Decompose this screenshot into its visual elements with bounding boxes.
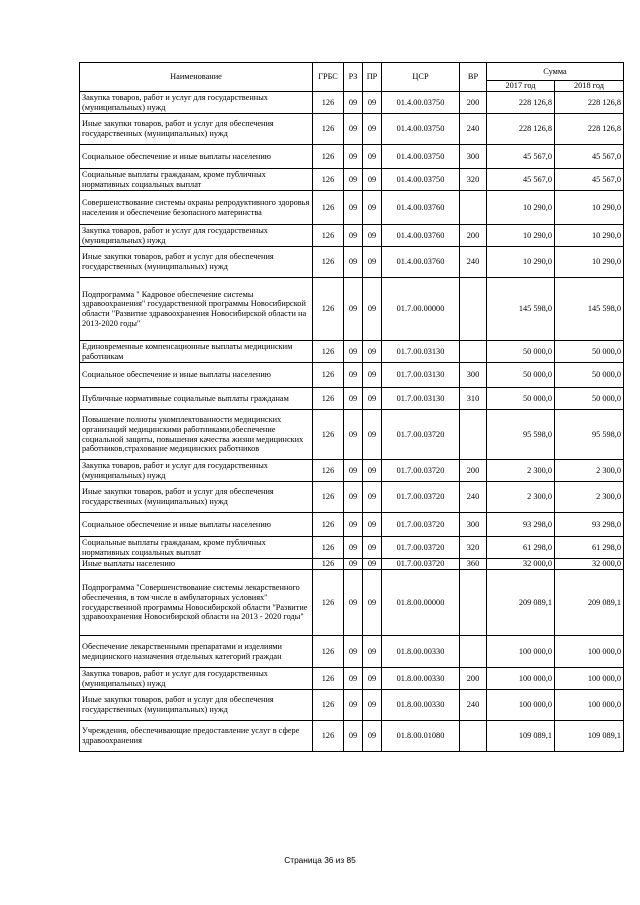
cell-2017: 100 000,0 (487, 636, 555, 668)
cell-2018: 100 000,0 (555, 636, 624, 668)
cell-name: Социальное обеспечение и иные выплаты населению (80, 145, 313, 169)
cell-pr: 09 (363, 690, 382, 721)
cell-grbs: 126 (313, 460, 344, 482)
cell-rz: 09 (344, 513, 363, 537)
cell-grbs: 126 (313, 191, 344, 225)
cell-grbs: 126 (313, 247, 344, 278)
cell-pr: 09 (363, 636, 382, 668)
cell-pr: 09 (363, 169, 382, 191)
cell-pr: 09 (363, 225, 382, 247)
cell-name: Иные закупки товаров, работ и услуг для обеспечения государственных (муниципальных) нужд (80, 482, 313, 513)
cell-pr: 09 (363, 145, 382, 169)
cell-vr: 240 (460, 114, 487, 145)
cell-csr: 01.4.00.03760 (382, 191, 460, 225)
cell-rz: 09 (344, 537, 363, 559)
cell-pr: 09 (363, 388, 382, 410)
cell-2018: 10 290,0 (555, 191, 624, 225)
header-vr: ВР (460, 63, 487, 92)
cell-rz: 09 (344, 668, 363, 690)
table-row (80, 278, 624, 341)
table-row (80, 690, 624, 721)
cell-2017: 100 000,0 (487, 690, 555, 721)
cell-vr: 200 (460, 460, 487, 482)
cell-2017: 32 000,0 (487, 559, 555, 570)
cell-grbs: 126 (313, 363, 344, 388)
cell-csr: 01.4.00.03750 (382, 114, 460, 145)
cell-csr: 01.4.00.03750 (382, 169, 460, 191)
table-row (80, 537, 624, 559)
cell-vr (460, 570, 487, 636)
cell-vr (460, 341, 487, 363)
cell-name: Социальные выплаты гражданам, кроме публичных нормативных социальных выплат (80, 537, 313, 559)
cell-pr: 09 (363, 570, 382, 636)
cell-pr: 09 (363, 341, 382, 363)
table-row (80, 114, 624, 145)
cell-vr (460, 721, 487, 752)
cell-name: Совершенствование системы охраны репродуктивного здоровья населения и обеспечение безопасного материнства (80, 191, 313, 225)
cell-2018: 209 089,1 (555, 570, 624, 636)
cell-name: Обеспечение лекарственными препаратами и изделиями медицинского назначения отдельных категорий граждан (80, 636, 313, 668)
header-rz: РЗ (344, 63, 363, 92)
cell-pr: 09 (363, 460, 382, 482)
cell-csr: 01.7.00.03720 (382, 559, 460, 570)
cell-vr: 300 (460, 513, 487, 537)
cell-rz: 09 (344, 145, 363, 169)
cell-csr: 01.7.00.03720 (382, 513, 460, 537)
cell-2018: 50 000,0 (555, 363, 624, 388)
table-row (80, 169, 624, 191)
cell-vr: 320 (460, 537, 487, 559)
cell-grbs: 126 (313, 721, 344, 752)
cell-2018: 61 298,0 (555, 537, 624, 559)
cell-rz: 09 (344, 191, 363, 225)
cell-2017: 209 089,1 (487, 570, 555, 636)
cell-vr: 200 (460, 668, 487, 690)
cell-pr: 09 (363, 537, 382, 559)
cell-vr: 200 (460, 225, 487, 247)
cell-rz: 09 (344, 247, 363, 278)
cell-vr: 240 (460, 247, 487, 278)
cell-2017: 50 000,0 (487, 341, 555, 363)
cell-csr: 01.7.00.03720 (382, 482, 460, 513)
cell-2017: 95 598,0 (487, 410, 555, 460)
cell-name: Иные закупки товаров, работ и услуг для обеспечения государственных (муниципальных) нужд (80, 247, 313, 278)
cell-2018: 145 598,0 (555, 278, 624, 341)
cell-2017: 10 290,0 (487, 191, 555, 225)
cell-name: Закупка товаров, работ и услуг для государственных (муниципальных) нужд (80, 460, 313, 482)
cell-pr: 09 (363, 114, 382, 145)
cell-vr (460, 191, 487, 225)
cell-2018: 228 126,8 (555, 114, 624, 145)
table-row (80, 145, 624, 169)
cell-grbs: 126 (313, 145, 344, 169)
budget-table (79, 62, 624, 752)
cell-grbs: 126 (313, 690, 344, 721)
table-row (80, 721, 624, 752)
cell-name: Социальное обеспечение и иные выплаты населению (80, 513, 313, 537)
cell-pr: 09 (363, 668, 382, 690)
cell-2018: 100 000,0 (555, 690, 624, 721)
table-row (80, 388, 624, 410)
cell-csr: 01.8.00.00000 (382, 570, 460, 636)
cell-pr: 09 (363, 482, 382, 513)
cell-2018: 45 567,0 (555, 145, 624, 169)
cell-name: Иные закупки товаров, работ и услуг для обеспечения государственных (муниципальных) нужд (80, 114, 313, 145)
cell-2018: 10 290,0 (555, 247, 624, 278)
table-row (80, 341, 624, 363)
header-year-2017: 2017 год (487, 81, 555, 92)
cell-2018: 50 000,0 (555, 341, 624, 363)
cell-2017: 100 000,0 (487, 668, 555, 690)
cell-csr: 01.7.00.03130 (382, 341, 460, 363)
table-row (80, 247, 624, 278)
table-header (80, 63, 624, 92)
page-number: Страница 36 из 85 (284, 855, 356, 865)
cell-pr: 09 (363, 247, 382, 278)
cell-vr: 300 (460, 145, 487, 169)
cell-rz: 09 (344, 570, 363, 636)
cell-2018: 45 567,0 (555, 169, 624, 191)
cell-grbs: 126 (313, 92, 344, 114)
cell-name: Публичные нормативные социальные выплаты гражданам (80, 388, 313, 410)
cell-name: Повышение полноты укомплектованности медицинских организаций медицинскими работниками,обеспечение социальной защиты, повышения качества жизни медицинских работников,страхование медицинских работников (80, 410, 313, 460)
cell-csr: 01.8.00.00330 (382, 636, 460, 668)
cell-2017: 45 567,0 (487, 169, 555, 191)
cell-pr: 09 (363, 363, 382, 388)
table-row (80, 410, 624, 460)
cell-grbs: 126 (313, 668, 344, 690)
cell-name: Иные закупки товаров, работ и услуг для обеспечения государственных (муниципальных) нужд (80, 690, 313, 721)
cell-grbs: 126 (313, 114, 344, 145)
cell-vr: 320 (460, 169, 487, 191)
cell-rz: 09 (344, 559, 363, 570)
cell-2017: 50 000,0 (487, 388, 555, 410)
cell-rz: 09 (344, 114, 363, 145)
cell-grbs: 126 (313, 278, 344, 341)
cell-vr: 360 (460, 559, 487, 570)
cell-grbs: 126 (313, 169, 344, 191)
table-row (80, 363, 624, 388)
cell-2018: 100 000,0 (555, 668, 624, 690)
header-name: Наименование (80, 63, 313, 92)
cell-csr: 01.7.00.00000 (382, 278, 460, 341)
cell-rz: 09 (344, 341, 363, 363)
cell-2017: 2 300,0 (487, 482, 555, 513)
cell-pr: 09 (363, 559, 382, 570)
cell-vr: 200 (460, 92, 487, 114)
cell-rz: 09 (344, 92, 363, 114)
cell-pr: 09 (363, 191, 382, 225)
cell-2017: 61 298,0 (487, 537, 555, 559)
table-row (80, 460, 624, 482)
table-row (80, 636, 624, 668)
cell-2018: 32 000,0 (555, 559, 624, 570)
cell-2018: 95 598,0 (555, 410, 624, 460)
cell-pr: 09 (363, 92, 382, 114)
cell-name: Закупка товаров, работ и услуг для государственных (муниципальных) нужд (80, 225, 313, 247)
cell-vr (460, 636, 487, 668)
header-sum: Сумма (487, 63, 624, 81)
header-year-2018: 2018 год (555, 81, 624, 92)
cell-rz: 09 (344, 388, 363, 410)
cell-grbs: 126 (313, 482, 344, 513)
cell-2017: 145 598,0 (487, 278, 555, 341)
cell-rz: 09 (344, 721, 363, 752)
cell-grbs: 126 (313, 513, 344, 537)
cell-rz: 09 (344, 636, 363, 668)
cell-name: Учреждения, обеспечивающие предоставление услуг в сфере здравоохранения (80, 721, 313, 752)
cell-csr: 01.7.00.03720 (382, 537, 460, 559)
cell-rz: 09 (344, 225, 363, 247)
cell-name: Единовременные компенсационные выплаты медицинским работникам (80, 341, 313, 363)
cell-grbs: 126 (313, 225, 344, 247)
cell-2018: 2 300,0 (555, 460, 624, 482)
cell-2018: 228 126,8 (555, 92, 624, 114)
cell-2017: 93 298,0 (487, 513, 555, 537)
cell-name: Подпрограмма "Совершенствование системы лекарственного обеспечения, в том числе в амбулаторных условиях" государственной программы Новосибирской области "Развитие здравоохранения Новосибирской области на 2013 - 2020 годы" (80, 570, 313, 636)
cell-2017: 45 567,0 (487, 145, 555, 169)
cell-rz: 09 (344, 410, 363, 460)
cell-vr: 310 (460, 388, 487, 410)
cell-2018: 50 000,0 (555, 388, 624, 410)
cell-grbs: 126 (313, 388, 344, 410)
cell-2017: 2 300,0 (487, 460, 555, 482)
cell-grbs: 126 (313, 636, 344, 668)
cell-name: Подпрограмма " Кадровое обеспечение системы здравоохранения" государственной программы Новосибирской области "Развитие здравоохранения Новосибирской области на 2013-2020 годы" (80, 278, 313, 341)
cell-2017: 50 000,0 (487, 363, 555, 388)
cell-rz: 09 (344, 460, 363, 482)
table-row (80, 668, 624, 690)
cell-grbs: 126 (313, 559, 344, 570)
cell-name: Закупка товаров, работ и услуг для государственных (муниципальных) нужд (80, 668, 313, 690)
cell-csr: 01.7.00.03130 (382, 388, 460, 410)
cell-2018: 109 089,1 (555, 721, 624, 752)
cell-grbs: 126 (313, 341, 344, 363)
cell-rz: 09 (344, 363, 363, 388)
cell-vr: 300 (460, 363, 487, 388)
cell-name: Иные выплаты населению (80, 559, 313, 570)
table-row (80, 225, 624, 247)
cell-grbs: 126 (313, 570, 344, 636)
cell-2017: 10 290,0 (487, 247, 555, 278)
cell-vr (460, 278, 487, 341)
cell-csr: 01.7.00.03130 (382, 363, 460, 388)
cell-csr: 01.8.00.00330 (382, 668, 460, 690)
cell-name: Социальные выплаты гражданам, кроме публичных нормативных социальных выплат (80, 169, 313, 191)
cell-pr: 09 (363, 721, 382, 752)
table-row (80, 570, 624, 636)
table-row (80, 191, 624, 225)
table-row (80, 92, 624, 114)
cell-csr: 01.8.00.01080 (382, 721, 460, 752)
cell-name: Социальное обеспечение и иные выплаты населению (80, 363, 313, 388)
cell-2018: 2 300,0 (555, 482, 624, 513)
cell-2017: 228 126,8 (487, 114, 555, 145)
cell-2017: 228 126,8 (487, 92, 555, 114)
cell-csr: 01.4.00.03760 (382, 225, 460, 247)
cell-vr: 240 (460, 690, 487, 721)
cell-2018: 10 290,0 (555, 225, 624, 247)
cell-pr: 09 (363, 513, 382, 537)
cell-csr: 01.4.00.03750 (382, 92, 460, 114)
cell-2017: 10 290,0 (487, 225, 555, 247)
cell-csr: 01.7.00.03720 (382, 410, 460, 460)
cell-csr: 01.8.00.00330 (382, 690, 460, 721)
cell-rz: 09 (344, 690, 363, 721)
cell-grbs: 126 (313, 410, 344, 460)
cell-csr: 01.4.00.03750 (382, 145, 460, 169)
cell-csr: 01.4.00.03760 (382, 247, 460, 278)
cell-rz: 09 (344, 482, 363, 513)
cell-2018: 93 298,0 (555, 513, 624, 537)
header-pr: ПР (363, 63, 382, 92)
cell-name: Закупка товаров, работ и услуг для государственных (муниципальных) нужд (80, 92, 313, 114)
cell-pr: 09 (363, 410, 382, 460)
table-row (80, 482, 624, 513)
cell-vr (460, 410, 487, 460)
header-csr: ЦСР (382, 63, 460, 92)
cell-rz: 09 (344, 169, 363, 191)
cell-pr: 09 (363, 278, 382, 341)
table-row (80, 513, 624, 537)
cell-2017: 109 089,1 (487, 721, 555, 752)
cell-csr: 01.7.00.03720 (382, 460, 460, 482)
header-grbs: ГРБС (313, 63, 344, 92)
cell-grbs: 126 (313, 537, 344, 559)
table-row (80, 559, 624, 570)
table-body (80, 92, 624, 752)
cell-rz: 09 (344, 278, 363, 341)
cell-vr: 240 (460, 482, 487, 513)
